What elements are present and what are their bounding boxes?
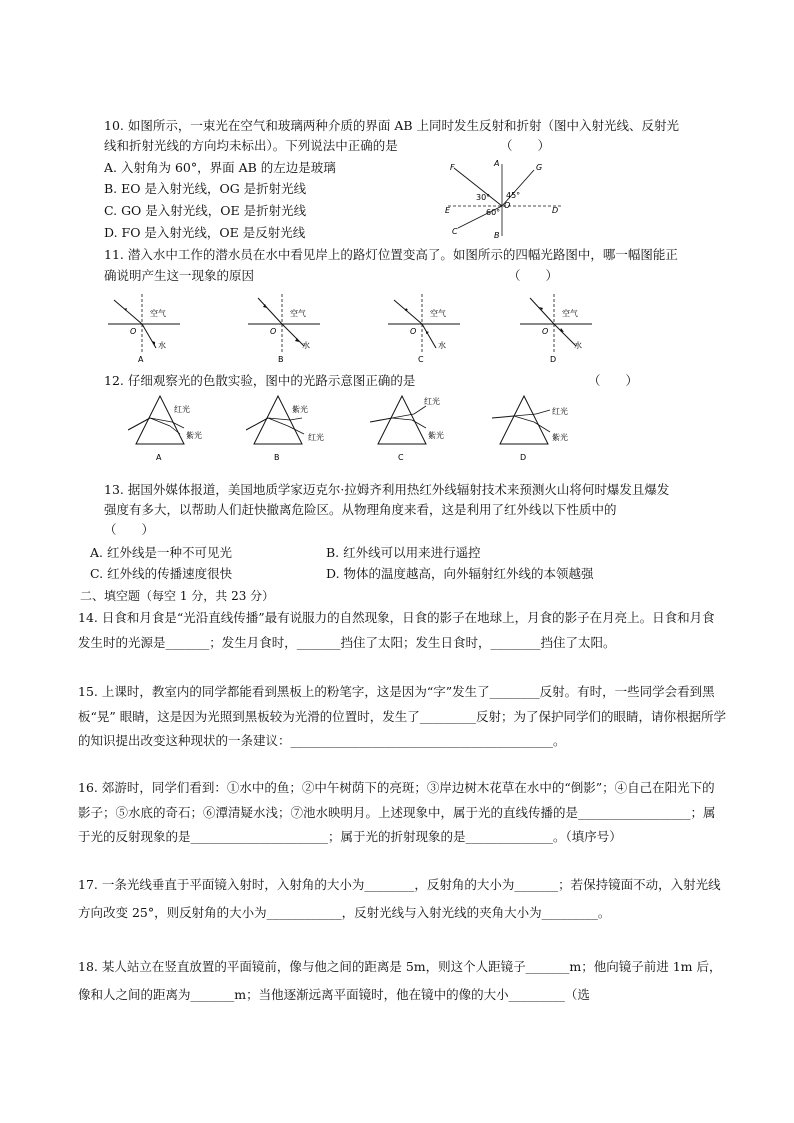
q10-line1: 10. 如图所示，一束光在空气和玻璃两种介质的界面 AB 上同时发生反射和折射（图中入射光线、反射光 [104, 118, 680, 133]
q18-text: 18. 某人站立在竖直放置的平面镜前，像与他之间的距离是 5m，则这个人距镜子_______m；他向镜子前进 1m 后，像和人之间的距离为_______m；当他逐渐远离平面镜时，他在镜中的像的大小_________（选 [78, 959, 722, 1002]
q11-d-origin: O [542, 327, 549, 336]
q11-b-water: 水 [302, 341, 310, 350]
q14-text: 14. 日食和月食是“光沿直线传播”最有说服力的自然现象，日食的影子在地球上，月食的影子在月亮上。日食和月食发生时的光源是_______；发生月食时，_______挡住了太阳；发生日食时，________挡住了太阳。 [78, 610, 715, 650]
q16-text: 16. 郊游时，同学们看到：①水中的鱼；②中午树荫下的亮斑；③岸边树木花草在水中的“倒影”；④自己在阳光下的影子；⑤水底的奇石；⑥潭清疑水浅；⑦池水映明月。上述现象中，属于光的直线传播的是__________________；属于光的反射现象的是______________________；属于光的折射现象的是______________。（填序号） [78, 780, 716, 844]
q10-angle-30: 30° [476, 193, 491, 202]
q11-a-water: 水 [158, 341, 166, 350]
q12-option-c-prism [370, 392, 460, 464]
q11-b-air: 空气 [290, 309, 306, 318]
q17-text: 17. 一条光线垂直于平面镜入射时，入射角的大小为________，反射角的大小为_______；若保持镜面不动，入射光线方向改变 25°，则反射角的大小为____________，反射光线与入射光线的夹角大小为_________。 [78, 877, 721, 920]
q11-c-water: 水 [438, 341, 446, 350]
q10-angle-45: 45° [506, 191, 521, 200]
q12-c-red: 红光 [424, 397, 440, 406]
q10-light-figure [440, 158, 570, 240]
q11-option-d-diagram [512, 290, 602, 365]
q12-d-red: 红光 [552, 407, 568, 416]
q10-label-b: B [494, 231, 500, 240]
q10-option-b: B. EO 是入射光线，OG 是折射光线 [104, 181, 307, 196]
q10-label-f: F [450, 163, 455, 172]
q12-a-label: A [156, 453, 162, 462]
q11-c-origin: O [410, 327, 417, 336]
q11-d-water: 水 [574, 341, 582, 350]
q10-option-d: D. FO 是入射光线，OE 是反射光线 [104, 225, 306, 240]
q10-label-o: O [504, 201, 511, 210]
q13-answer-bracket: （ ） [104, 522, 155, 537]
q11-b-label: B [278, 355, 284, 364]
q12-b-violet: 紫光 [292, 405, 308, 414]
q11-option-b-diagram [240, 290, 330, 365]
q12-a-violet: 紫光 [186, 431, 202, 440]
q15-text: 15. 上课时，教室内的同学都能看到黑板上的粉笔字，这是因为“字”发生了________反射。有时，一些同学会看到黑板“晃” 眼睛，这是因为光照到黑板较为光滑的位置时，发生了_________反射；为了保护同学们的眼睛，请你根据所学的知识提出改变这种现状的一条建议：__________________________________________。 [78, 684, 727, 748]
q12-line1: 12. 仔细观察光的色散实验，图中的光路示意图正确的是 [104, 373, 416, 388]
q12-c-violet: 紫光 [428, 431, 444, 440]
q11-c-air: 空气 [430, 309, 446, 318]
q10-angle-60: 60° [486, 208, 501, 217]
q10-label-c: C [452, 227, 458, 236]
q10-line2: 线和折射光线的方向均未标出）。下列说法中正确的是 [104, 138, 398, 153]
q10-option-a: A. 入射角为 60°，界面 AB 的左边是玻璃 [104, 160, 336, 175]
q13-line2: 强度有多大，以帮助人们赶快撤离危险区。从物理角度来看，这是利用了红外线以下性质中的 [104, 502, 617, 517]
q12-d-label: D [520, 453, 527, 462]
section-fill-in-blank-heading: 二、填空题（每空 1 分，共 23 分） [80, 589, 275, 603]
q11-b-origin: O [270, 327, 277, 336]
q10-label-g: G [536, 163, 543, 172]
q12-answer-bracket: （ ） [588, 373, 639, 388]
q10-label-a: A [494, 159, 500, 168]
q12-c-label: C [398, 453, 404, 462]
q13-line1: 13. 据国外媒体报道，美国地质学家迈克尔·拉姆齐利用热红外线辐射技术来预测火山将何时爆发且爆发 [104, 482, 670, 497]
q11-c-label: C [418, 355, 424, 364]
q13-option-a: A. 红外线是一种不可见光 [90, 545, 232, 560]
q11-line2: 确说明产生这一现象的原因 [104, 268, 255, 283]
q12-option-b-prism [246, 392, 336, 464]
q12-b-label: B [274, 453, 280, 462]
q10-answer-bracket: （ ） [500, 138, 551, 153]
q13-option-b: B. 红外线可以用来进行遥控 [326, 545, 481, 560]
q11-a-air: 空气 [150, 309, 166, 318]
q12-option-a-prism [128, 392, 218, 464]
q11-d-label: D [550, 355, 557, 364]
q10-label-e: E [445, 206, 451, 215]
q13-option-c: C. 红外线的传播速度很快 [90, 566, 233, 581]
q11-line1: 11. 潜入水中工作的潜水员在水中看见岸上的路灯位置变高了。如图所示的四幅光路图中，哪一幅图能正 [104, 247, 678, 262]
q12-d-violet: 紫光 [552, 433, 568, 442]
q11-a-origin: O [130, 327, 137, 336]
q12-a-red: 红光 [174, 405, 190, 414]
q11-option-a-diagram [100, 290, 190, 365]
q11-a-label: A [138, 355, 144, 364]
q12-b-red: 红光 [308, 433, 324, 442]
q11-d-air: 空气 [562, 309, 578, 318]
q12-option-d-prism [492, 392, 582, 464]
q10-option-c: C. GO 是入射光线，OE 是折射光线 [104, 203, 307, 218]
q10-label-d: D [552, 206, 559, 215]
q11-option-c-diagram [380, 290, 470, 365]
q11-answer-bracket: （ ） [508, 268, 559, 283]
q13-option-d: D. 物体的温度越高，向外辐射红外线的本领越强 [326, 566, 594, 581]
